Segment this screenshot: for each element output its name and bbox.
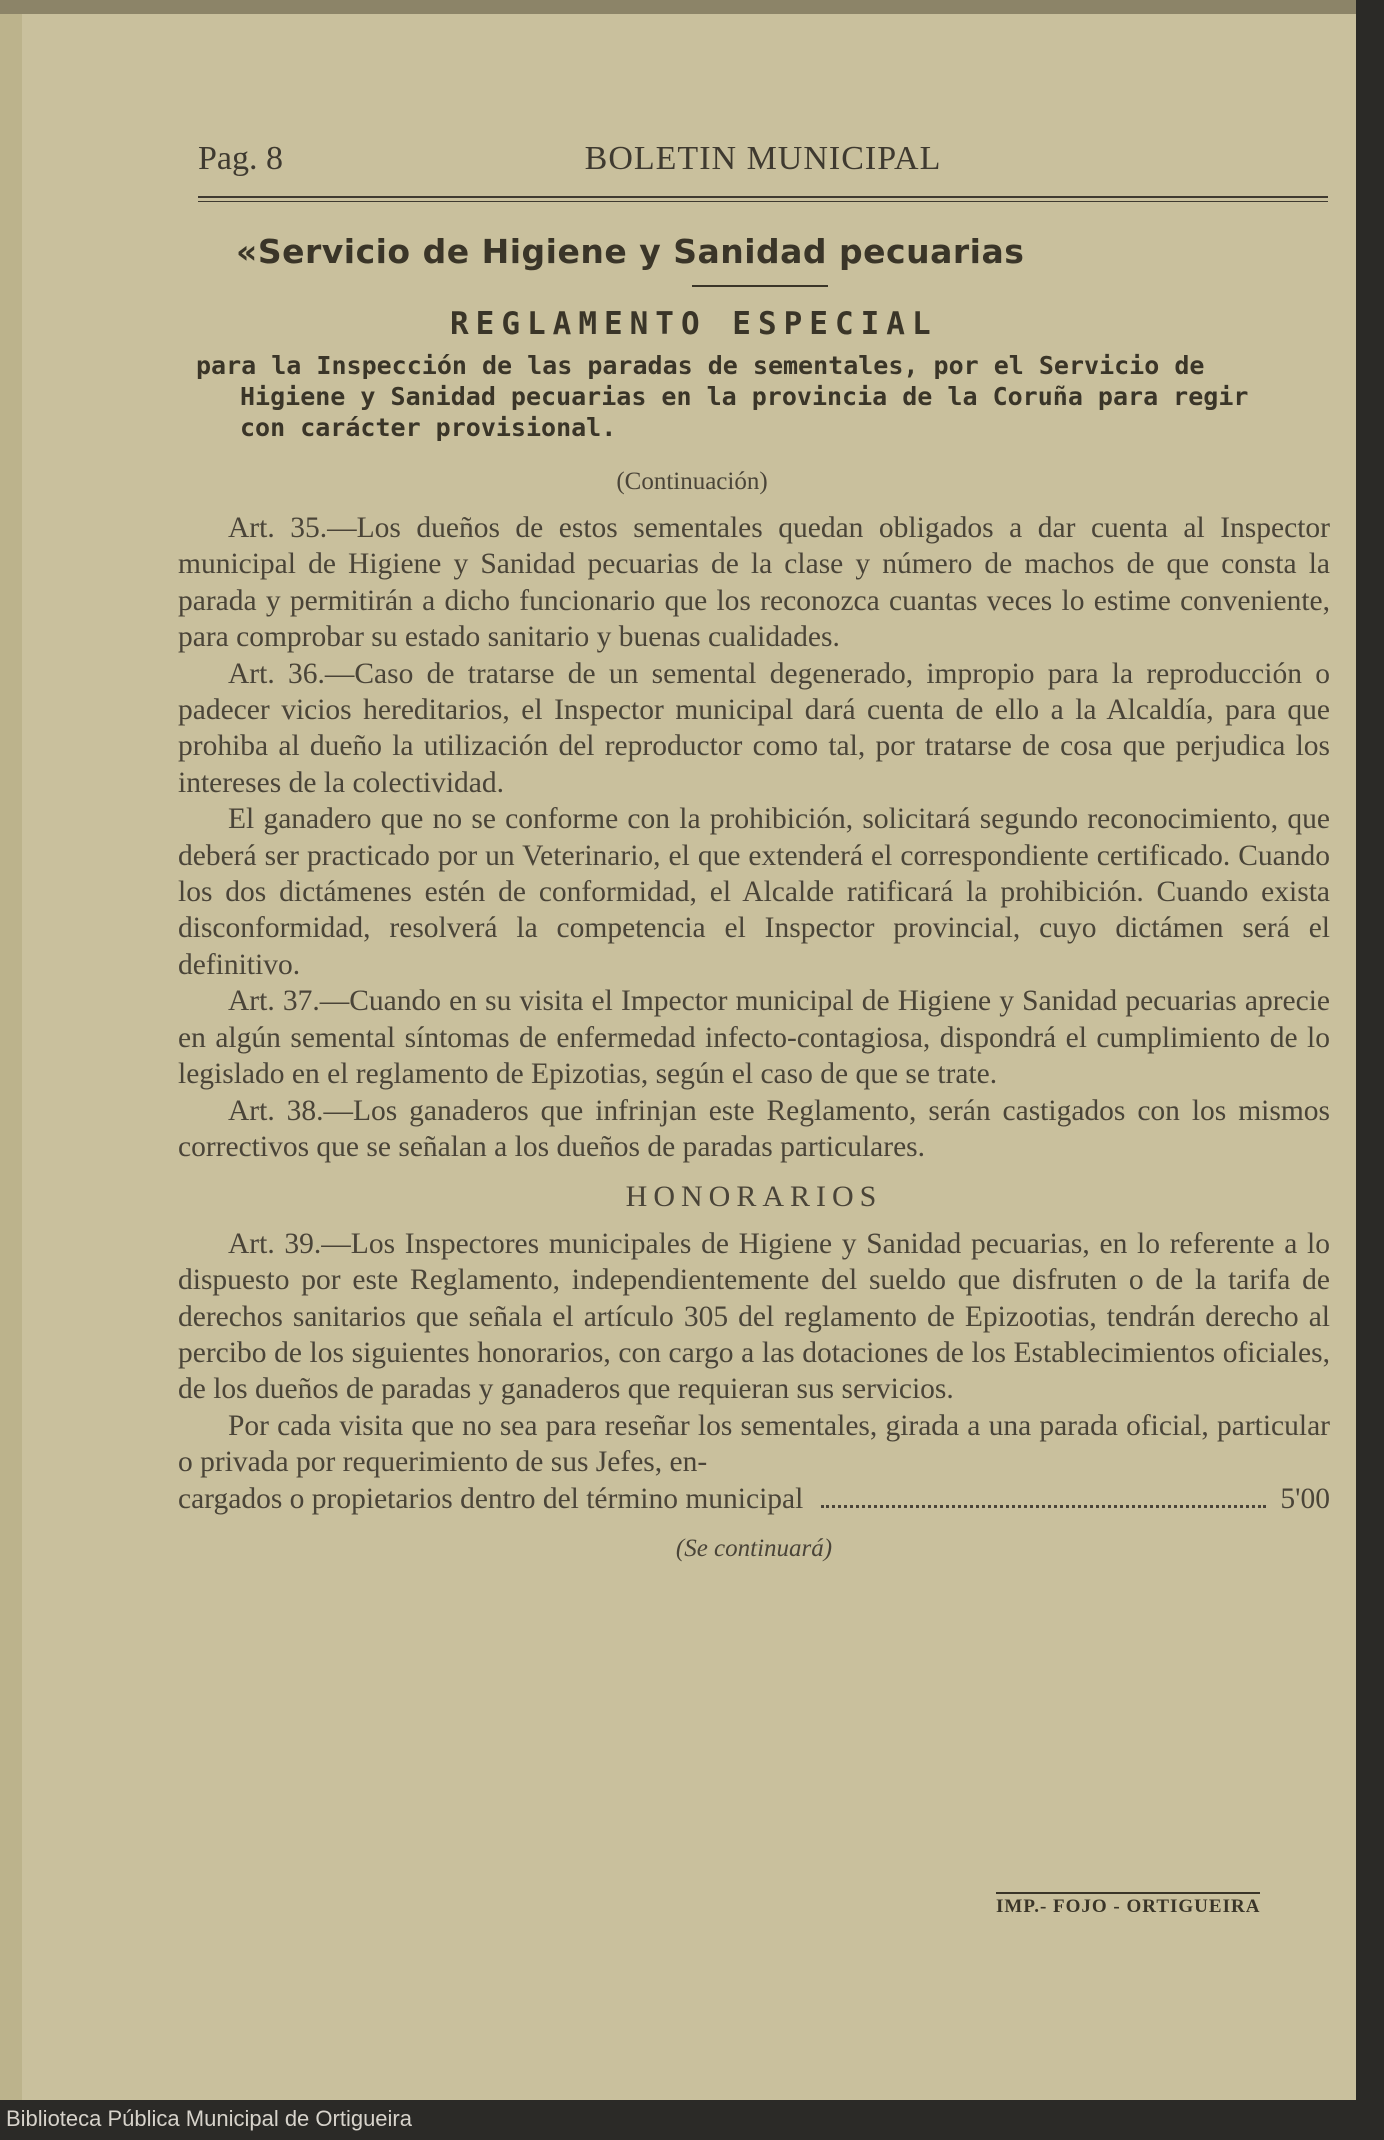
fee-description: cargados o propietarios dentro del término municipal [178,1482,804,1515]
section-title: «Servicio de Higiene y Sanidad pecuarias [236,232,1025,271]
scan-border-top [0,0,1384,14]
journal-title: BOLETIN MUNICIPAL [584,140,942,177]
honorarios-heading: HONORARIOS [625,1180,883,1214]
to-be-continued-note: (Se continuará) [675,1534,833,1562]
printer-credit: IMP.- FOJO - ORTIGUEIRA [996,1892,1260,1918]
article-37: Art. 37.—Cuando en su visita el Impector municipal de Higiene y Sanidad pecuarias aprecie en algún semental síntomas de enfermedad infecto-contagiosa, dispondrá el cumplimiento de lo legislado en el reglamento de Epizotias, según el caso de que se trate. [178,985,1330,1091]
article-body [178,510,1330,1567]
scan-border-right [1356,0,1384,2140]
article-35: Art. 35.—Los dueños de estos sementales quedan obligados a dar cuenta al Inspector municipal de Higiene y Sanidad pecuarias de la clase y número de machos de que consta la parada y permitirán a dicho funcionario que los reconozca cuantas veces lo estime conveniente, para comprobar su estado sanitario y buenas cualidades. [178,512,1330,654]
library-watermark: Biblioteca Pública Municipal de Ortigueira [6,2106,412,2131]
subtitle-line: con carácter provisional. [240,413,617,442]
article-38: Art. 38.—Los ganaderos que infrinjan este Reglamento, serán castigados con los mismos correctivos que se señalan a los dueños de paradas particulares. [178,1094,1330,1163]
subtitle-line: para la Inspección de las paradas de sementales, por el Servicio de [196,351,1205,380]
article-36: Art. 36.—Caso de tratarse de un semental degenerado, impropio para la reproducción o padecer vicios hereditarios, el Inspector municipal dará cuenta de ello a la Alcaldía, para que prohiba al dueño la utilización del reproductor como tal, por tratarse de cosa que perjudica los intereses de la colectividad. [178,657,1330,799]
page-number: Pag. 8 [198,140,283,177]
fee-item [178,1481,1330,1517]
regulation-subtitle [196,350,1334,443]
regulation-title: REGLAMENTO ESPECIAL [450,306,938,342]
fee-amount: 5'00 [1280,1482,1330,1515]
fee-item-lead: Por cada visita que no sea para reseñar los sementales, girada a una parada oficial, particular o privada por requerimiento de sus Jefes, en- [178,1409,1330,1479]
header-rule [198,196,1328,202]
title-divider [692,285,828,287]
article-36-continued: El ganadero que no se conforme con la prohibición, solicitará segundo reconocimiento, que deberá ser practicado por un Veterinario, el que extenderá el correspondiente certificado. Cuando los dos dictámenes estén de conformidad, el Alcalde ratificará la prohibición. Cuando exista disconformidad, resolverá la competencia el Inspector provincial, cuyo dictámen será el definitivo. [178,803,1330,981]
dot-leader [821,1505,1266,1508]
continuation-note: (Continuación) [616,468,768,495]
subtitle-line: Higiene y Sanidad pecuarias en la provincia de la Coruña para regir [240,382,1249,411]
article-39: Art. 39.—Los Inspectores municipales de Higiene y Sanidad pecuarias, en lo referente a lo dispuesto por este Reglamento, independientemente del sueldo que disfruten o de la tarifa de derechos sanitarios que señala el artículo 305 del reglamento de Epizootias, tendrán derecho al percibo de los siguientes honorarios, con cargo a las dotaciones de los Establecimientos oficiales, de los dueños de paradas y ganaderos que requieran sus servicios. [178,1227,1330,1406]
running-header [198,140,1328,184]
